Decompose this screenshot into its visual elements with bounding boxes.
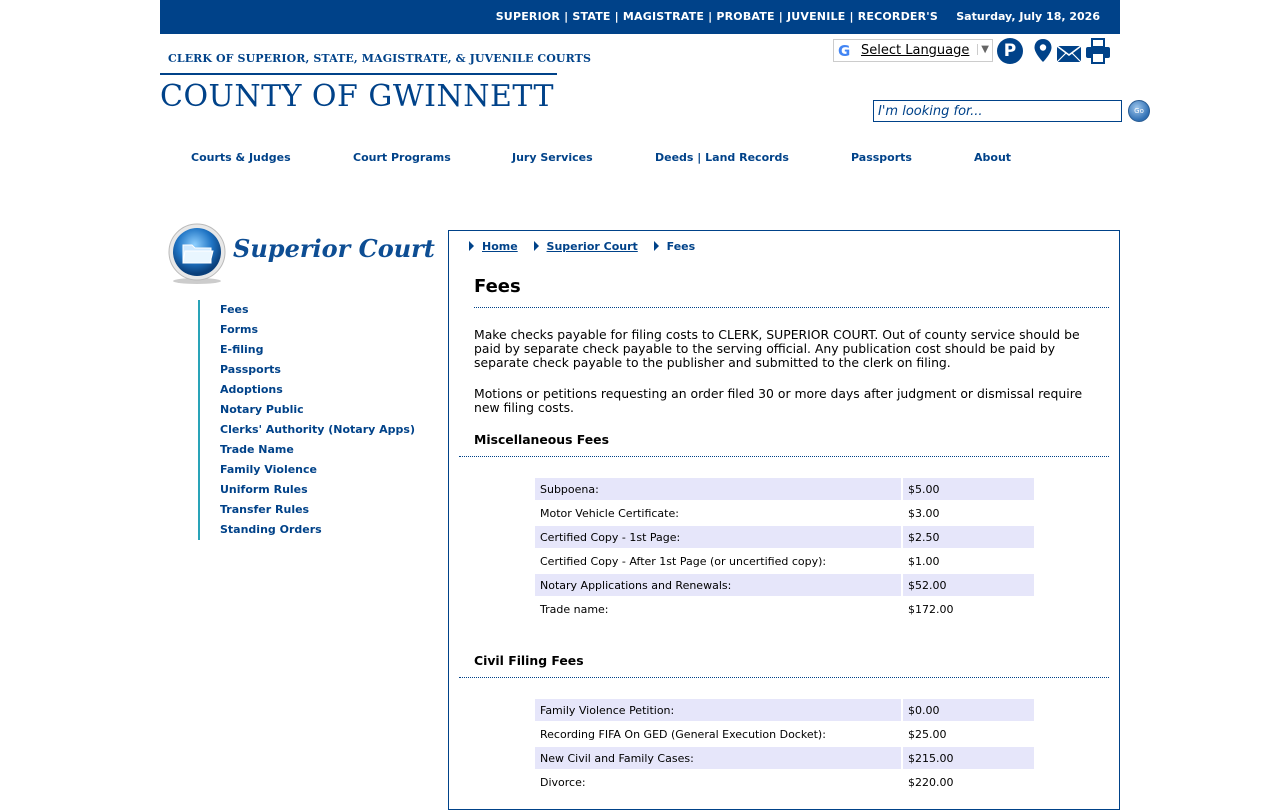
print-icon[interactable] bbox=[1085, 38, 1111, 64]
nav-courts-judges[interactable]: Courts & Judges bbox=[191, 151, 291, 164]
sidebar-item-fees[interactable]: Fees bbox=[220, 303, 249, 316]
sidebar-item-clerks-authority[interactable]: Clerks' Authority (Notary Apps) bbox=[220, 423, 415, 436]
table-row bbox=[535, 771, 1034, 793]
sidebar-item-passports[interactable]: Passports bbox=[220, 363, 281, 376]
fee-label: New Civil and Family Cases: bbox=[535, 747, 901, 769]
civil-fees-divider bbox=[459, 677, 1109, 678]
table-row bbox=[535, 550, 1034, 572]
sidebar-item-family-violence[interactable]: Family Violence bbox=[220, 463, 317, 476]
misc-fees-table bbox=[535, 476, 1034, 622]
county-logo-text[interactable]: COUNTY OF GWINNETT bbox=[160, 79, 555, 114]
main-content bbox=[448, 230, 1120, 810]
search-go-button[interactable]: Go bbox=[1128, 100, 1150, 122]
sidebar-item-adoptions[interactable]: Adoptions bbox=[220, 383, 283, 396]
nav-deeds-land-records[interactable]: Deeds | Land Records bbox=[655, 151, 789, 164]
mail-icon[interactable] bbox=[1056, 41, 1082, 67]
fee-label: Notary Applications and Renewals: bbox=[535, 574, 901, 596]
table-row bbox=[535, 502, 1034, 524]
dropdown-arrow-icon: ▼ bbox=[977, 44, 989, 55]
nav-court-programs[interactable]: Court Programs bbox=[353, 151, 451, 164]
fee-label: Divorce: bbox=[540, 775, 586, 789]
parking-icon[interactable]: P bbox=[997, 38, 1023, 64]
sidebar-item-transfer-rules[interactable]: Transfer Rules bbox=[220, 503, 310, 516]
sidebar-item-trade-name[interactable]: Trade Name bbox=[220, 443, 294, 456]
sidebar-item-notary-public[interactable]: Notary Public bbox=[220, 403, 304, 416]
fee-amount: $172.00 bbox=[901, 598, 1034, 620]
fee-label: Subpoena: bbox=[535, 478, 901, 500]
title-divider bbox=[474, 307, 1109, 308]
fee-amount: $0.00 bbox=[901, 699, 1034, 721]
breadcrumb-current: Fees bbox=[666, 240, 696, 253]
sidebar-item-standing-orders[interactable]: Standing Orders bbox=[220, 523, 322, 536]
table-row bbox=[535, 699, 1034, 721]
sidebar-item-efiling[interactable]: E-filing bbox=[220, 343, 264, 356]
main-nav bbox=[0, 151, 1280, 167]
sidebar-item-forms[interactable]: Forms bbox=[220, 323, 259, 336]
page-title: Fees bbox=[474, 276, 521, 297]
language-selector-label: Select Language bbox=[861, 43, 970, 58]
folder-globe-icon bbox=[166, 223, 228, 285]
nav-passports[interactable]: Passports bbox=[851, 151, 912, 164]
breadcrumb-home[interactable]: Home bbox=[482, 240, 518, 253]
table-row bbox=[535, 526, 1034, 548]
fee-amount: $220.00 bbox=[901, 771, 1034, 793]
fee-amount: $5.00 bbox=[901, 478, 1034, 500]
fee-amount: $2.50 bbox=[901, 526, 1034, 548]
nav-about[interactable]: About bbox=[974, 151, 1012, 164]
google-icon: G bbox=[838, 42, 851, 60]
court-links[interactable]: SUPERIOR | STATE | MAGISTRATE | PROBATE | JUVENILE | RECORDER'S bbox=[495, 10, 938, 23]
fee-amount: $52.00 bbox=[901, 574, 1034, 596]
civil-fees-heading: Civil Filing Fees bbox=[474, 653, 584, 668]
fee-label: Family Violence Petition: bbox=[535, 699, 901, 721]
top-bar bbox=[160, 0, 1120, 34]
fee-amount: $25.00 bbox=[901, 723, 1034, 745]
sidebar-item-uniform-rules[interactable]: Uniform Rules bbox=[220, 483, 308, 496]
fee-label: Recording FIFA On GED (General Execution Docket): bbox=[540, 727, 826, 741]
fee-amount: $1.00 bbox=[901, 550, 1034, 572]
breadcrumb-arrow-icon bbox=[469, 241, 474, 251]
table-row bbox=[535, 574, 1034, 596]
payment-instructions: Make checks payable for filing costs to CLERK, SUPERIOR COURT. Out of county service should be paid by separate check payable to the serving official. Any publication cost should be paid by separate check payable to the publisher and submitted to the clerk on filing. bbox=[474, 327, 1080, 370]
search-input[interactable] bbox=[873, 100, 1122, 122]
misc-fees-heading: Miscellaneous Fees bbox=[474, 432, 609, 447]
table-row bbox=[535, 478, 1034, 500]
fee-amount: $215.00 bbox=[901, 747, 1034, 769]
table-row bbox=[535, 747, 1034, 769]
civil-fees-table bbox=[535, 697, 1034, 795]
table-row bbox=[535, 598, 1034, 620]
fee-amount: $3.00 bbox=[901, 502, 1034, 524]
header-divider bbox=[160, 73, 557, 75]
breadcrumb-arrow-icon bbox=[534, 241, 539, 251]
table-row bbox=[535, 723, 1034, 745]
nav-jury-services[interactable]: Jury Services bbox=[512, 151, 593, 164]
language-selector[interactable] bbox=[833, 39, 993, 62]
fee-label: Certified Copy - 1st Page: bbox=[535, 526, 901, 548]
sidebar-title: Superior Court bbox=[233, 234, 435, 263]
breadcrumb-superior-court[interactable]: Superior Court bbox=[546, 240, 638, 253]
sidebar-nav bbox=[198, 300, 440, 540]
breadcrumb-arrow-icon bbox=[654, 241, 659, 251]
motions-note: Motions or petitions requesting an order filed 30 or more days after judgment or dismissal require new filing costs. bbox=[474, 386, 1083, 415]
fee-label: Trade name: bbox=[540, 602, 609, 616]
fee-label: Motor Vehicle Certificate: bbox=[540, 506, 679, 520]
misc-fees-divider bbox=[459, 456, 1109, 457]
breadcrumb bbox=[469, 240, 695, 253]
fee-label: Certified Copy - After 1st Page (or uncertified copy): bbox=[540, 554, 827, 568]
current-date: Saturday, July 18, 2026 bbox=[956, 10, 1100, 23]
location-pin-icon[interactable] bbox=[1030, 38, 1056, 64]
clerk-heading: CLERK OF SUPERIOR, STATE, MAGISTRATE, & JUVENILE COURTS bbox=[168, 52, 591, 65]
